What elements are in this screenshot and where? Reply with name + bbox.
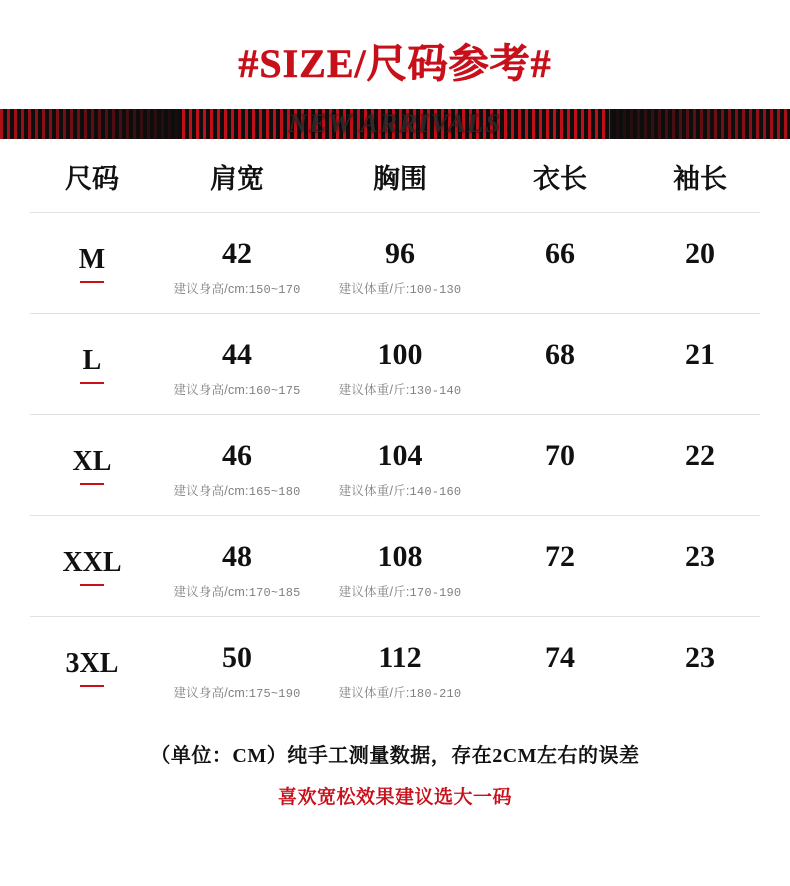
column-header-shoulder: 肩宽 <box>210 164 264 194</box>
sleeve-value: 20 <box>685 237 715 270</box>
length-value: 70 <box>545 439 575 472</box>
cell-sleeve <box>640 314 760 415</box>
table-body <box>30 213 760 718</box>
shoulder-value: 48 <box>222 540 252 573</box>
height-note <box>154 279 320 297</box>
cell-bust <box>320 617 480 718</box>
height-note-label: 建议身高/cm: <box>173 686 249 700</box>
shoulder-cell-wrap <box>154 617 320 717</box>
weight-note-value: 170-190 <box>409 586 462 600</box>
height-note-value: 165~180 <box>248 485 301 499</box>
cell-shoulder <box>154 415 320 516</box>
weight-note-value: 180-210 <box>409 687 462 701</box>
shoulder-cell-wrap <box>154 415 320 515</box>
decorative-banner <box>0 109 790 139</box>
height-note-value: 150~170 <box>248 283 301 297</box>
banner-fade-right <box>610 109 790 139</box>
cell-bust <box>320 415 480 516</box>
bust-cell-wrap <box>320 516 480 616</box>
sleeve-value: 23 <box>685 540 715 573</box>
height-note <box>154 380 320 398</box>
sleeve-value: 21 <box>685 338 715 371</box>
size-label: 3XL <box>66 648 119 687</box>
footer-notes <box>0 739 790 809</box>
cell-length <box>480 314 640 415</box>
cell-shoulder <box>154 516 320 617</box>
height-note-label: 建议身高/cm: <box>173 383 249 397</box>
bust-cell-wrap <box>320 213 480 313</box>
weight-note <box>320 683 480 701</box>
cell-bust <box>320 314 480 415</box>
shoulder-cell-wrap <box>154 314 320 414</box>
size-label: L <box>83 345 102 384</box>
weight-note <box>320 380 480 398</box>
length-cell-wrap <box>480 617 640 717</box>
sleeve-value: 22 <box>685 439 715 472</box>
banner-text: NEW ARRIVALS <box>288 109 502 138</box>
height-note-value: 160~175 <box>248 384 301 398</box>
shoulder-value: 46 <box>222 439 252 472</box>
cell-shoulder <box>154 213 320 314</box>
shoulder-cell-wrap <box>154 516 320 616</box>
column-header-sleeve: 袖长 <box>673 164 727 194</box>
table-header <box>30 139 760 213</box>
cell-length <box>480 617 640 718</box>
table-row <box>30 415 760 516</box>
measurement-disclaimer: （单位：CM）纯手工测量数据，存在2CM左右的误差 <box>150 745 640 767</box>
weight-note-label: 建议体重/斤: <box>338 585 410 599</box>
height-note-label: 建议身高/cm: <box>173 585 249 599</box>
cell-size <box>30 617 154 718</box>
length-value: 68 <box>545 338 575 371</box>
length-value: 66 <box>545 237 575 270</box>
page-title: #SIZE/尺码参考# <box>238 41 552 86</box>
shoulder-value: 44 <box>222 338 252 371</box>
sleeve-cell-wrap <box>640 617 760 717</box>
cell-sleeve <box>640 617 760 718</box>
weight-note <box>320 279 480 297</box>
length-value: 72 <box>545 540 575 573</box>
cell-length <box>480 516 640 617</box>
banner-fade-left <box>0 109 180 139</box>
size-table <box>30 139 760 717</box>
table-row <box>30 516 760 617</box>
bust-value: 108 <box>377 540 423 573</box>
bust-value: 104 <box>377 439 423 472</box>
bust-cell-wrap <box>320 314 480 414</box>
table-row <box>30 314 760 415</box>
cell-sleeve <box>640 415 760 516</box>
height-note-label: 建议身高/cm: <box>173 282 249 296</box>
height-note <box>154 481 320 499</box>
size-label: XL <box>73 446 112 485</box>
shoulder-cell-wrap <box>154 213 320 313</box>
weight-note-label: 建议体重/斤: <box>338 282 410 296</box>
cell-sleeve <box>640 213 760 314</box>
cell-sleeve <box>640 516 760 617</box>
weight-note <box>320 481 480 499</box>
sleeve-cell-wrap <box>640 314 760 414</box>
weight-note-value: 140-160 <box>409 485 462 499</box>
column-header-bust: 胸围 <box>373 164 427 194</box>
table-header-row <box>30 139 760 213</box>
cell-length <box>480 213 640 314</box>
bust-value: 100 <box>377 338 423 371</box>
weight-note-label: 建议体重/斤: <box>338 686 410 700</box>
sleeve-cell-wrap <box>640 213 760 313</box>
length-cell-wrap <box>480 415 640 515</box>
weight-note-label: 建议体重/斤: <box>338 383 410 397</box>
size-label: M <box>79 244 105 283</box>
bust-value: 96 <box>385 237 415 270</box>
cell-bust <box>320 516 480 617</box>
weight-note-value: 130-140 <box>409 384 462 398</box>
height-note-value: 170~185 <box>248 586 301 600</box>
length-cell-wrap <box>480 213 640 313</box>
length-cell-wrap <box>480 314 640 414</box>
cell-length <box>480 415 640 516</box>
cell-size <box>30 516 154 617</box>
column-header-size: 尺码 <box>65 164 119 194</box>
length-value: 74 <box>545 641 575 674</box>
shoulder-value: 42 <box>222 237 252 270</box>
bust-value: 112 <box>378 641 422 674</box>
size-label: XXL <box>62 547 121 586</box>
height-note-label: 建议身高/cm: <box>173 484 249 498</box>
shoulder-value: 50 <box>222 641 252 674</box>
cell-shoulder <box>154 314 320 415</box>
bust-cell-wrap <box>320 617 480 717</box>
table-row <box>30 617 760 718</box>
height-note <box>154 582 320 600</box>
length-cell-wrap <box>480 516 640 616</box>
column-header-length: 衣长 <box>533 164 587 194</box>
cell-size <box>30 415 154 516</box>
height-note-value: 175~190 <box>248 687 301 701</box>
weight-note-label: 建议体重/斤: <box>338 484 410 498</box>
table-row <box>30 213 760 314</box>
cell-bust <box>320 213 480 314</box>
cell-shoulder <box>154 617 320 718</box>
sleeve-value: 23 <box>685 641 715 674</box>
cell-size <box>30 213 154 314</box>
bust-cell-wrap <box>320 415 480 515</box>
sleeve-cell-wrap <box>640 415 760 515</box>
weight-note <box>320 582 480 600</box>
sizing-advice: 喜欢宽松效果建议选大一码 <box>277 787 512 808</box>
cell-size <box>30 314 154 415</box>
sleeve-cell-wrap <box>640 516 760 616</box>
weight-note-value: 100-130 <box>409 283 462 297</box>
height-note <box>154 683 320 701</box>
